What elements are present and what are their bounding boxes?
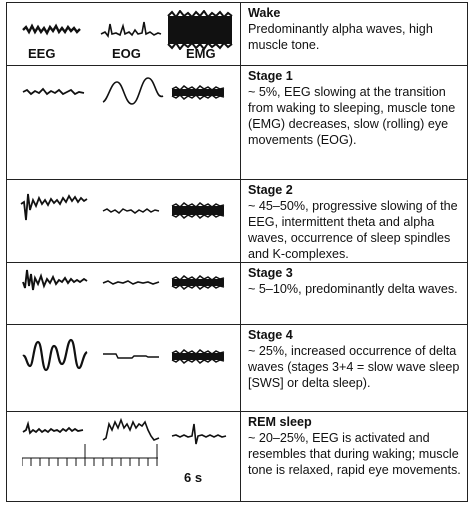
stage-description: ~ 5–10%, predominantly delta waves. <box>248 282 458 296</box>
stage-cell-stage3 <box>248 265 470 297</box>
stage-description: Predominantly alpha waves, high muscle tone. <box>248 22 433 52</box>
wake-emg-trace <box>166 10 236 50</box>
column-divider <box>240 2 241 502</box>
stage4-emg-trace <box>170 346 228 366</box>
row-divider <box>6 65 468 66</box>
stage1-eeg-trace <box>22 82 86 102</box>
stage-title: Stage 1 <box>248 69 293 83</box>
stage-cell-stage4 <box>248 327 470 391</box>
eog-label: EOG <box>112 46 141 61</box>
stage-description: ~ 45–50%, progressive slowing of the EEG, intermittent theta and alpha waves, occurrence of sleep spindles and K-complexes. <box>248 199 458 261</box>
stage2-eog-trace <box>102 202 160 218</box>
stage1-eog-trace <box>102 74 164 110</box>
row-divider <box>6 179 468 180</box>
stage-cell-wake <box>248 5 470 53</box>
time-scale-label: 6 s <box>184 470 203 485</box>
row-divider <box>6 262 468 263</box>
stage4-eeg-trace <box>22 336 88 376</box>
stage-cell-stage2 <box>248 182 470 262</box>
stage-title: Stage 3 <box>248 266 293 280</box>
table-border-top <box>6 2 468 3</box>
stage-title: Stage 4 <box>248 328 293 342</box>
stage-description: ~ 5%, EEG slowing at the transition from waking to sleeping, muscle tone (EMG) decreases, slow (rolling) eye movements (EOG). <box>248 85 456 147</box>
table-border-left <box>6 2 7 502</box>
sleep-stages-table <box>6 2 468 502</box>
row-divider <box>6 411 468 412</box>
rem-eog-trace <box>102 416 160 446</box>
wake-eeg-trace <box>22 18 82 42</box>
stage3-eeg-trace <box>22 264 88 298</box>
wake-eog-trace <box>100 14 162 44</box>
stage-title: Stage 2 <box>248 183 293 197</box>
stage1-emg-trace <box>170 82 228 102</box>
stage-title: Wake <box>248 6 281 20</box>
rem-emg-trace <box>170 420 228 448</box>
rem-eeg-trace <box>22 420 84 440</box>
stage3-eog-trace <box>102 274 160 290</box>
stage2-eeg-trace <box>20 190 88 226</box>
stage3-emg-trace <box>170 272 228 292</box>
stage-description: ~ 20–25%, EEG is activated and resembles that during waking; muscle tone is relaxed, rapid eye movements. <box>248 431 461 477</box>
stage-cell-stage1 <box>248 68 470 148</box>
row-divider <box>6 324 468 325</box>
eeg-label: EEG <box>28 46 56 61</box>
stage-title: REM sleep <box>248 415 312 429</box>
emg-label: EMG <box>186 46 216 61</box>
stage-cell-rem <box>248 414 470 478</box>
stage2-emg-trace <box>170 200 228 220</box>
stage4-eog-trace <box>102 348 160 364</box>
stage-description: ~ 25%, increased occurrence of delta waves (stages 3+4 = slow wave sleep [SWS] or delta sleep). <box>248 344 460 390</box>
table-border-bottom <box>6 501 468 502</box>
time-axis <box>22 444 162 470</box>
